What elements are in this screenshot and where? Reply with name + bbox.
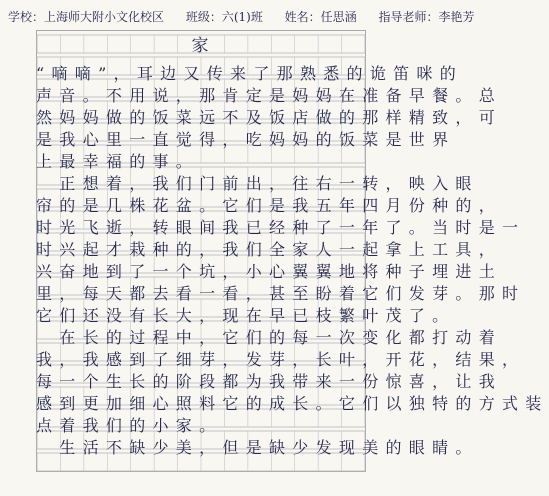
essay-line-15: 每一个生长的阶段都为我带来一份惊喜，让我: [36, 372, 503, 391]
essay-line-11: 里，每天都去看一看，甚至盼着它们发芽。那时: [36, 284, 526, 303]
essay-line-9: 时兴起才栽种的，我们全家人一起拿上工具，: [36, 240, 503, 259]
essay-line-1: “嘀嘀”，耳边又传来了那熟悉的诡笛咪的: [36, 64, 464, 83]
essay-line-17: 点着我们的小家。: [36, 416, 223, 435]
essay-line-3: 然妈妈做的饭菜远不及饭店做的那样精致，可: [36, 108, 503, 127]
essay-line-18: 生活不缺少美，但是缺少发现美的眼睛。: [36, 438, 479, 457]
essay-line-12: 它们还没有长大，现在早已枝繁叶茂了。: [36, 306, 456, 325]
teacher-name: 指导老师：李艳芳: [378, 10, 475, 24]
essay-line-4: 是我心里一直觉得，吃妈妈的饭菜是世界: [36, 130, 456, 149]
essay-line-14: 我，我感到了细芽，发芽，长叶，开花，结果，: [36, 350, 526, 369]
essay-title: 家: [191, 36, 209, 56]
essay-line-6: 正想着，我们门前出，往右一转，映入眼: [36, 174, 479, 193]
essay-line-8: 时光飞逝，转眼间我已经种了一年了。当时是一: [36, 218, 526, 237]
essay-line-10: 兴奋地到了一个坑，小心翼翼地将种子埋进土: [36, 262, 503, 281]
essay-line-7: 帘的是几株花盆。它们是我五年四月份种的，: [36, 196, 503, 215]
student-name: 姓名：任思涵: [284, 10, 357, 24]
essay-line-13: 在长的过程中，它们的每一次变化都打动着: [36, 328, 503, 347]
essay-line-2: 声音。不用说，那肯定是妈妈在准备早餐。总: [36, 86, 503, 105]
header-info: [8, 6, 475, 28]
school-label: 学校：上海师大附小文化校区: [8, 10, 165, 24]
essay-line-5: 上最幸福的事。: [36, 152, 200, 171]
essay-line-16: 感到更加细心照料它的成长。它们以独特的方式装: [36, 394, 549, 413]
class-label: 班级：六(1)班: [185, 10, 263, 24]
